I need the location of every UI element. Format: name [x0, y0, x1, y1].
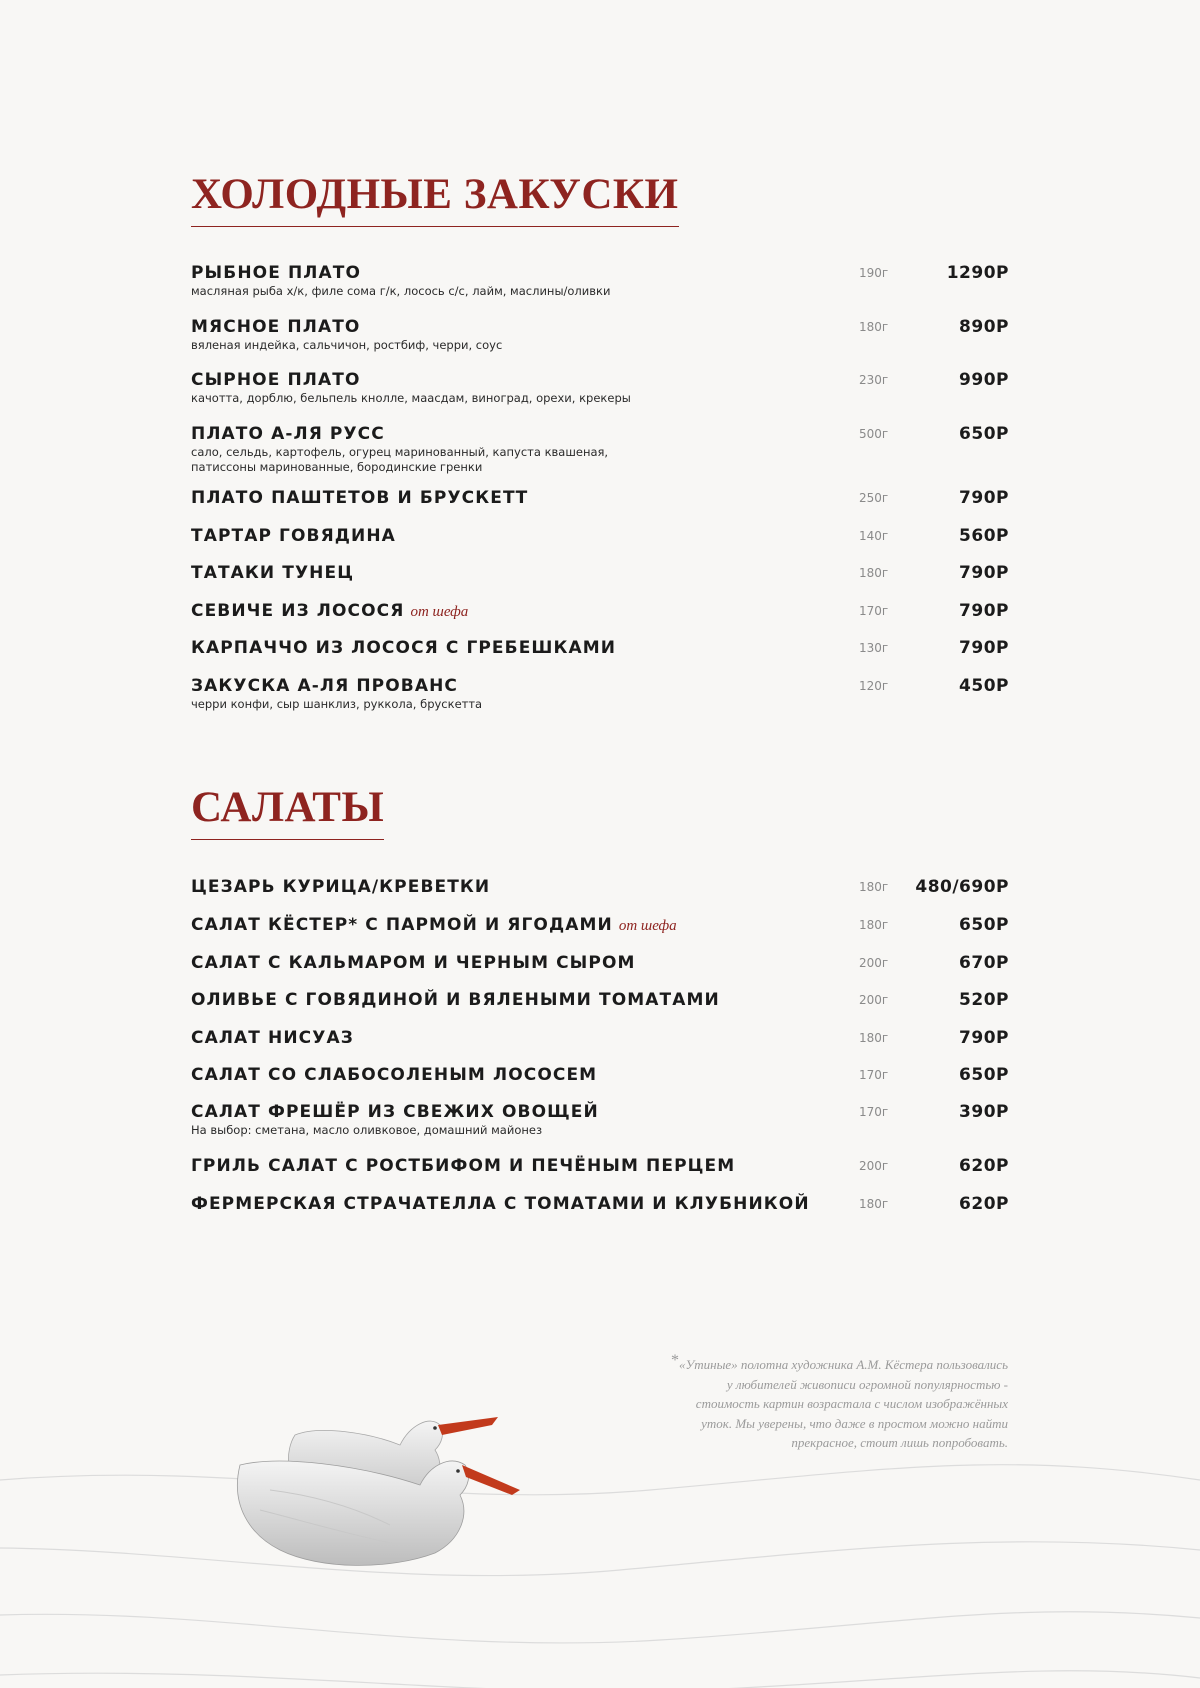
- footnote-line: «Утиные» полотна художника А.М. Кёстера пользовались: [679, 1357, 1008, 1372]
- footnote-line: уток. Мы уверены, что даже в простом можно найти: [701, 1415, 1008, 1431]
- item-description: На выбор: сметана, масло оливковое, домашний майонез: [191, 1123, 543, 1137]
- item-description: патиссоны маринованные, бородинские гренки: [191, 460, 483, 474]
- item-name-text: САЛАТ СО СЛАБОСОЛЕНЫМ ЛОСОСЕМ: [191, 1065, 598, 1085]
- item-weight: 170г: [859, 1068, 889, 1082]
- footnote: [588, 1351, 1008, 1453]
- item-price: 390Р: [959, 1102, 1009, 1122]
- item-name-text: ТАРТАР ГОВЯДИНА: [191, 526, 396, 546]
- item-weight: 180г: [859, 1197, 889, 1211]
- item-name-text: ЦЕЗАРЬ КУРИЦА/КРЕВЕТКИ: [191, 877, 491, 897]
- item-weight: 180г: [859, 880, 889, 894]
- footnote-line: у любителей живописи огромной популярностью -: [726, 1376, 1008, 1392]
- item-name-text: ПЛАТО ПАШТЕТОВ И БРУСКЕТТ: [191, 488, 529, 508]
- item-price: 790Р: [959, 1028, 1009, 1048]
- item-price: 670Р: [959, 953, 1009, 973]
- item-price: 790Р: [959, 638, 1009, 658]
- menu-item: [191, 990, 1009, 1010]
- menu-item: [191, 1194, 1009, 1214]
- item-price: 790Р: [959, 488, 1009, 508]
- item-weight: 130г: [859, 641, 889, 655]
- item-name-text: СЫРНОЕ ПЛАТО: [191, 370, 361, 390]
- chef-badge: от шефа: [410, 604, 469, 620]
- menu-item: [191, 638, 1009, 658]
- item-name-text: КАРПАЧЧО ИЗ ЛОСОСЯ С ГРЕБЕШКАМИ: [191, 638, 617, 658]
- menu-item: [191, 424, 1009, 474]
- menu-item: [191, 1102, 1009, 1137]
- menu-item: [191, 676, 1009, 711]
- footnote-line: прекрасное, стоит лишь попробовать.: [791, 1435, 1008, 1450]
- item-price: 520Р: [959, 990, 1009, 1010]
- menu-item: [191, 915, 1009, 936]
- item-price: 450Р: [959, 676, 1009, 696]
- menu-item: [191, 370, 1009, 405]
- section-title-salads: САЛАТЫ: [191, 786, 384, 840]
- menu-item: [191, 263, 1009, 298]
- item-weight: 190г: [859, 266, 889, 280]
- item-price: 560Р: [959, 526, 1009, 546]
- menu-item: [191, 563, 1009, 583]
- item-name-text: МЯСНОЕ ПЛАТО: [191, 317, 361, 337]
- item-description: черри конфи, сыр шанклиз, руккола, брускетта: [191, 697, 483, 711]
- item-weight: 200г: [859, 1159, 889, 1173]
- chef-badge: от шефа: [618, 918, 677, 934]
- item-price: 650Р: [959, 1065, 1009, 1085]
- item-price: 990Р: [959, 370, 1009, 390]
- section-title-cold-appetizers: ХОЛОДНЫЕ ЗАКУСКИ: [191, 173, 679, 227]
- item-weight: 230г: [859, 373, 889, 387]
- wave-lines-decoration: [0, 1440, 1200, 1688]
- menu-item: [191, 488, 1009, 508]
- item-weight: 180г: [859, 566, 889, 580]
- item-price: 1290Р: [946, 263, 1009, 283]
- menu-item: [191, 601, 1009, 622]
- item-price: 480/690Р: [915, 877, 1009, 897]
- item-name-text: САЛАТ НИСУАЗ: [191, 1028, 354, 1048]
- item-name-text: ТАТАКИ ТУНЕЦ: [191, 563, 355, 583]
- item-name-text: ГРИЛЬ САЛАТ С РОСТБИФОМ И ПЕЧЁНЫМ ПЕРЦЕМ: [191, 1156, 736, 1176]
- item-weight: 120г: [859, 679, 889, 693]
- item-price: 650Р: [959, 424, 1009, 444]
- item-description: вяленая индейка, сальчичон, ростбиф, черри, соус: [191, 338, 503, 352]
- item-price: 620Р: [959, 1156, 1009, 1176]
- item-price: 790Р: [959, 563, 1009, 583]
- menu-item: [191, 877, 1009, 897]
- item-weight: 200г: [859, 956, 889, 970]
- menu-item: [191, 1028, 1009, 1048]
- item-weight: 500г: [859, 427, 889, 441]
- menu-item: [191, 1156, 1009, 1176]
- item-name-text: ЗАКУСКА А-ЛЯ ПРОВАНС: [191, 676, 458, 696]
- item-name-text: РЫБНОЕ ПЛАТО: [191, 263, 361, 283]
- item-weight: 180г: [859, 1031, 889, 1045]
- menu-item: [191, 1065, 1009, 1085]
- item-weight: 140г: [859, 529, 889, 543]
- item-weight: 170г: [859, 1105, 889, 1119]
- item-price: 620Р: [959, 1194, 1009, 1214]
- item-name-text: ФЕРМЕРСКАЯ СТРАЧАТЕЛЛА С ТОМАТАМИ И КЛУБНИКОЙ: [191, 1194, 810, 1214]
- item-weight: 200г: [859, 993, 889, 1007]
- menu-item: [191, 953, 1009, 973]
- item-description: масляная рыба х/к, филе сома г/к, лосось с/с, лайм, маслины/оливки: [191, 284, 611, 298]
- item-weight: 170г: [859, 604, 889, 618]
- item-price: 890Р: [959, 317, 1009, 337]
- item-name-text: ОЛИВЬЕ С ГОВЯДИНОЙ И ВЯЛЕНЫМИ ТОМАТАМИ: [191, 990, 720, 1010]
- footnote-star: *: [671, 1352, 680, 1369]
- item-weight: 180г: [859, 918, 889, 932]
- item-name-text: САЛАТ ФРЕШЁР ИЗ СВЕЖИХ ОВОЩЕЙ: [191, 1102, 599, 1122]
- item-price: 790Р: [959, 601, 1009, 621]
- item-name-text: СЕВИЧЕ ИЗ ЛОСОСЯ: [191, 601, 405, 621]
- item-weight: 180г: [859, 320, 889, 334]
- item-name-text: ПЛАТО А-ЛЯ РУСС: [191, 424, 385, 444]
- menu-item: [191, 526, 1009, 546]
- item-price: 650Р: [959, 915, 1009, 935]
- item-name-text: САЛАТ КЁСТЕР* С ПАРМОЙ И ЯГОДАМИ: [191, 915, 613, 935]
- menu-item: [191, 317, 1009, 352]
- item-weight: 250г: [859, 491, 889, 505]
- item-description: сало, сельдь, картофель, огурец маринованный, капуста квашеная,: [191, 445, 609, 459]
- ducks-image: [230, 1395, 530, 1570]
- item-name-text: САЛАТ С КАЛЬМАРОМ И ЧЕРНЫМ СЫРОМ: [191, 953, 636, 973]
- item-description: качотта, дорблю, бельпель кнолле, маасдам, виноград, орехи, крекеры: [191, 391, 631, 405]
- footnote-line: стоимость картин возрастала с числом изображённых: [695, 1396, 1008, 1411]
